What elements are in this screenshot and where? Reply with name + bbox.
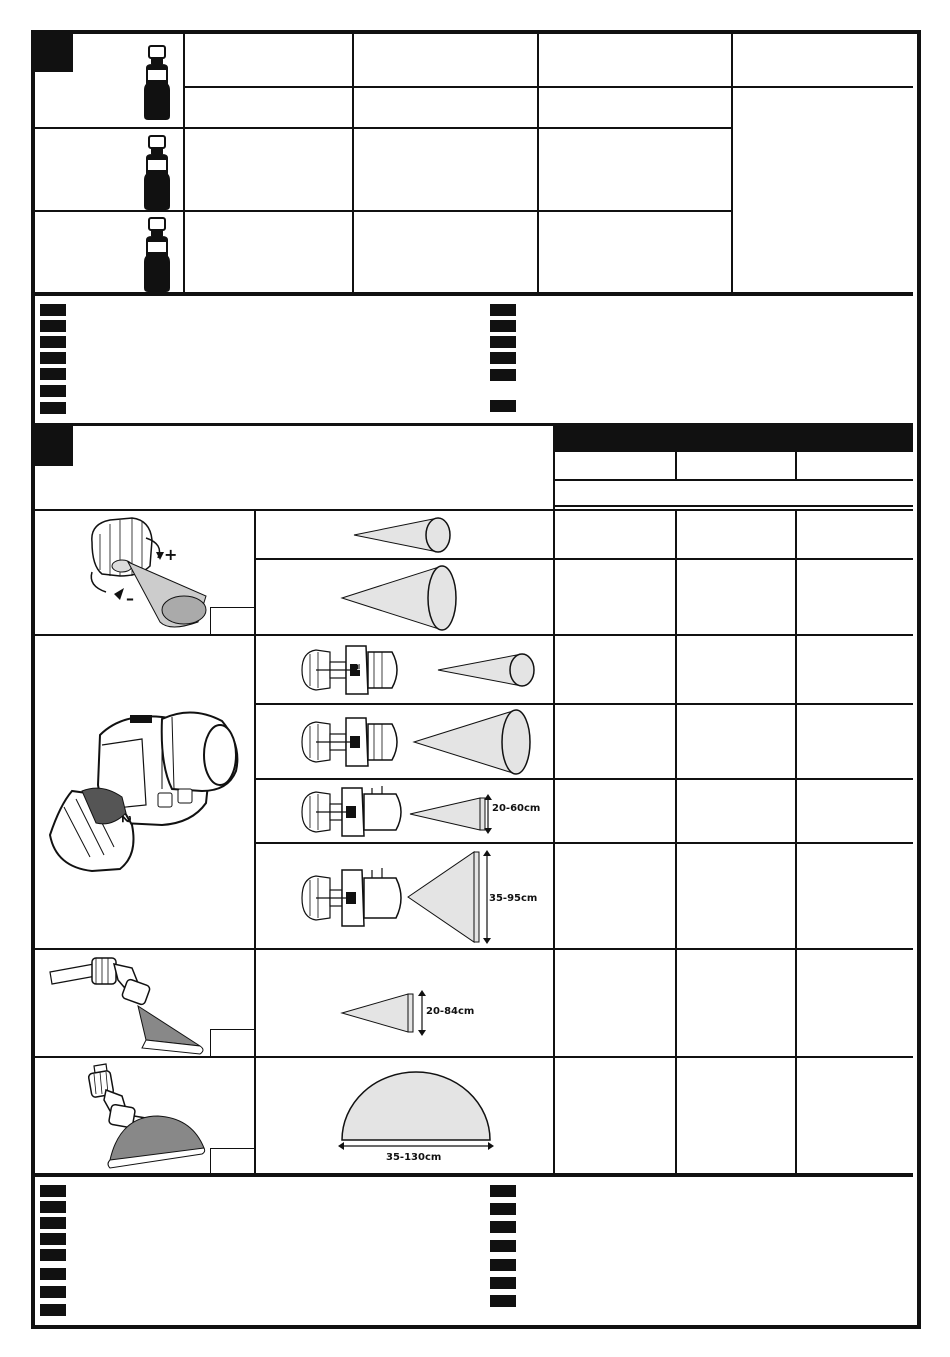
language-chip [40,385,66,397]
language-chip [490,1185,516,1197]
fan-width-label: 20-84cm [426,1006,475,1017]
fan-jet-diagram [340,990,420,1036]
language-chip [490,369,516,381]
setting-mark-2: 2 [119,815,133,824]
language-chip [40,402,66,414]
nozzle-setting-1-diagram [298,712,408,772]
language-chip [490,1295,516,1307]
fan-width-arrow [484,794,492,834]
language-chip [490,1221,516,1233]
language-chip [490,1240,516,1252]
narrow-jet-cone-diagram [350,514,460,556]
language-chip [40,1201,66,1213]
language-chip [40,368,66,380]
language-chip [490,400,516,412]
language-chip [40,320,66,332]
fan-jet-diagram [408,794,488,834]
nozzle-setting-3-diagram [298,866,408,930]
language-chip [490,1203,516,1215]
angled-lance-semicircle-illustration [80,1060,210,1172]
plus-sign: + [164,545,178,564]
fan-width-label: 20-60cm [492,803,541,814]
multi-function-nozzle-illustration [42,705,247,877]
language-chip [490,1259,516,1271]
language-chip [40,1185,66,1197]
detergent-bottle-icon [140,216,174,294]
wide-jet-cone-diagram [410,708,540,776]
language-chip [40,1286,66,1298]
language-chip [40,352,66,364]
language-chip [490,320,516,332]
language-chip [40,1268,66,1280]
language-chip [40,336,66,348]
fan-width-label: 35-95cm [489,893,538,904]
nozzle-setting-1-diagram [298,640,408,700]
detergent-bottle-icon [140,44,174,122]
semicircle-spray-diagram [336,1068,496,1148]
language-chip [490,352,516,364]
language-chip [40,1233,66,1245]
language-chip [40,1217,66,1229]
language-chip [490,1277,516,1289]
language-chip [490,336,516,348]
language-chip [40,304,66,316]
language-chip [40,1249,66,1261]
header-band [553,426,913,452]
section-2-bottom-rule [35,1173,913,1177]
minus-sign: – [126,589,134,608]
narrow-jet-cone-diagram [434,648,538,692]
detergent-bottle-icon [140,134,174,212]
adjustable-nozzle-illustration [80,514,220,632]
semicircle-width-label: 35-130cm [386,1152,442,1163]
angled-lance-fan-illustration [50,954,210,1054]
setting-mark-1: 1 [356,663,362,673]
fan-jet-diagram [406,850,486,944]
fan-width-arrow [418,990,426,1036]
nozzle-setting-2-diagram [298,784,408,840]
language-chip [490,304,516,316]
section-2-marker [35,426,73,466]
language-chip [40,1304,66,1316]
section-1-marker [35,34,73,72]
wide-jet-cone-diagram [338,564,468,632]
